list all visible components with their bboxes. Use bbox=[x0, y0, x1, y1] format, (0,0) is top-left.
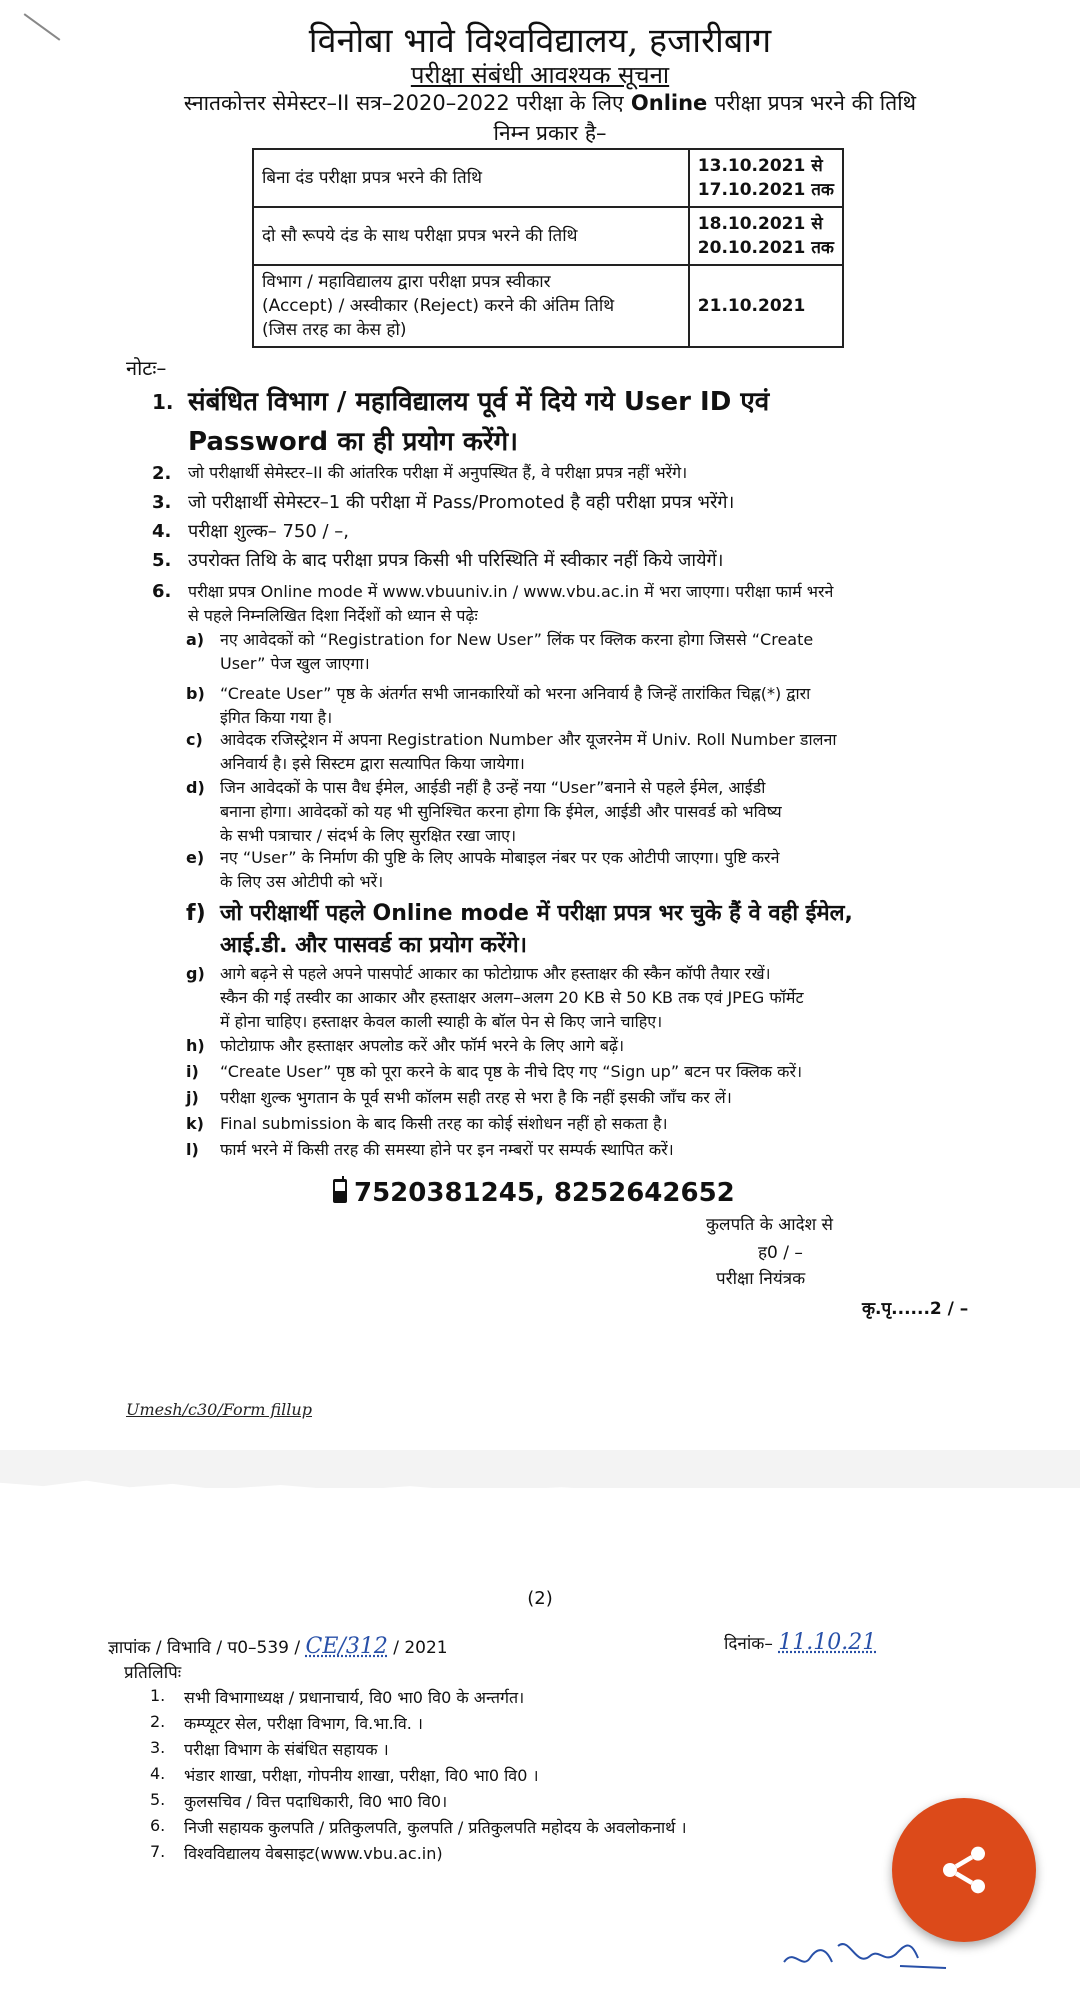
notice-intro: स्नातकोत्तर सेमेस्टर–II सत्र–2020–2022 परीक्षा के लिए Online परीक्षा प्रपत्र भरने की तिथि निम्न प्रकार है– bbox=[183, 91, 917, 145]
list-item: 2. कम्प्यूटर सेल, परीक्षा विभाग, वि.भा.वि. । bbox=[150, 1712, 423, 1733]
list-item: b) “Create User” पृष्ठ के अंतर्गत सभी जानकारियों को भरना अनिवार्य है जिन्हें तारांकित चिह्न(*) द्वारा इंगित किया गया है। bbox=[186, 684, 811, 727]
order-line: कुलपति के आदेश से bbox=[706, 1215, 834, 1235]
list-item: 1. सभी विभागाध्यक्ष / प्रधानाचार्य, वि0 भा0 वि0 के अन्तर्गत। bbox=[150, 1686, 525, 1707]
list-item: g) आगे बढ़ने से पहले अपने पासपोर्ट आकार का फोटोग्राफ और हस्ताक्षर की स्कैन कॉपी तैयार रखें। स्कैन की गई तस्वीर का आकार और हस्ताक्षर अलग–अलग 20 KB से 50 KB तक एवं JPEG फॉर्मेट में होना चाहिए। हस्ताक्षर केवल काली स्याही के बॉल पेन से किए जाने चाहिए। bbox=[186, 964, 804, 1031]
list-item: c) आवेदक रजिस्ट्रेशन में अपना Registration Number और यूजरनेम में Univ. Roll Number डालना अनिवार्य है। इसे सिस्टम द्वारा सत्यापित किया जायेगा। bbox=[186, 730, 837, 773]
page-gap bbox=[0, 1450, 1080, 1488]
list-item: 4. भंडार शाखा, परीक्षा, गोपनीय शाखा, परीक्षा, वि0 भा0 वि0 । bbox=[150, 1764, 539, 1785]
handwritten-memo-ref: CE/312 bbox=[305, 1634, 388, 1659]
table-label: बिना दंड परीक्षा प्रपत्र भरने की तिथि bbox=[253, 149, 689, 207]
table-row bbox=[253, 265, 843, 347]
list-item: k) Final submission के बाद किसी तरह का कोई संशोधन नहीं हो सकता है। bbox=[186, 1114, 668, 1133]
list-item: 5. कुलसचिव / वित्त पदाधिकारी, वि0 भा0 वि0। bbox=[150, 1790, 448, 1811]
memo-date: दिनांक– 11.10.21 bbox=[724, 1630, 877, 1655]
table-row bbox=[253, 149, 843, 207]
list-item: l) फार्म भरने में किसी तरह की समस्या होने पर इन नम्बरों पर सम्पर्क स्थापित करें। bbox=[186, 1140, 674, 1159]
table-value: 18.10.2021 से 20.10.2021 तक bbox=[689, 207, 843, 265]
list-item: h) फोटोग्राफ और हस्ताक्षर अपलोड करें और फॉर्म भरने के लिए आगे बढ़ें। bbox=[186, 1036, 625, 1055]
list-item: 1. संबंधित विभाग / महाविद्यालय पूर्व में दिये गये User ID एवं Password का ही प्रयोग करेंगे। bbox=[152, 387, 770, 457]
list-item: i) “Create User” पृष्ठ को पूरा करने के बाद पृष्ठ के नीचे दिए गए “Sign up” बटन पर क्लिक करें। bbox=[186, 1062, 803, 1081]
signature-mark: ह0 / – bbox=[758, 1243, 803, 1263]
handwritten-date: 11.10.21 bbox=[778, 1630, 877, 1655]
university-title: विनोबा भावे विश्वविद्यालय, हजारीबाग bbox=[308, 21, 772, 61]
list-item: 2. जो परीक्षार्थी सेमेस्टर–II की आंतरिक परीक्षा में अनुपस्थित हैं, वे परीक्षा प्रपत्र नहीं भरेंगे। bbox=[152, 463, 688, 484]
list-item: d) जिन आवेदकों के पास वैध ईमेल, आईडी नहीं है उन्हें नया “User”बनाने से पहले ईमेल, आईडी बनाना होगा। आवेदकों को यह भी सुनिश्चित करना होगा कि ईमेल, आईडी और पासवर्ड को भविष्य के सभी पत्राचार / संदर्भ के लिए सुरक्षित रखा जाए। bbox=[186, 778, 782, 845]
share-button[interactable] bbox=[892, 1798, 1036, 1942]
list-item: e) नए “User” के निर्माण की पुष्टि के लिए आपके मोबाइल नंबर पर एक ओटीपी जाएगा। पुष्टि करने के लिए उस ओटीपी को भरें। bbox=[186, 848, 780, 891]
copy-label: प्रतिलिपिः bbox=[124, 1663, 182, 1683]
table-row bbox=[253, 207, 843, 265]
memo-number: ज्ञापांक / विभावि / प0–539 / CE/312 / 2021 bbox=[108, 1634, 448, 1659]
page-turn-note: कृ.पृ......2 / – bbox=[862, 1299, 969, 1319]
list-item: 5. उपरोक्त तिथि के बाद परीक्षा प्रपत्र किसी भी परिस्थिति में स्वीकार नहीं किये जायेगें। bbox=[152, 550, 724, 571]
list-item: 6. निजी सहायक कुलपति / प्रतिकुलपति, कुलपति / प्रतिकुलपति महोदय के अवलोकनार्थ । bbox=[150, 1816, 687, 1837]
list-item: f) जो परीक्षार्थी पहले Online mode में परीक्षा प्रपत्र भर चुके हैं वे वही ईमेल, आई.डी. और पासवर्ड का प्रयोग करेंगे। bbox=[186, 901, 853, 958]
list-item: 3. परीक्षा विभाग के संबंधित सहायक । bbox=[150, 1738, 389, 1759]
table-label: दो सौ रूपये दंड के साथ परीक्षा प्रपत्र भरने की तिथि bbox=[253, 207, 689, 265]
mobile-phone-icon bbox=[330, 1176, 350, 1204]
list-item: j) परीक्षा शुल्क भुगतान के पूर्व सभी कॉलम सही तरह से भरा है कि नहीं इसकी जाँच कर लें। bbox=[186, 1088, 732, 1107]
table-value: 13.10.2021 से 17.10.2021 तक bbox=[689, 149, 843, 207]
share-icon bbox=[936, 1842, 992, 1898]
table-value: 21.10.2021 bbox=[689, 265, 843, 347]
dates-table bbox=[252, 148, 844, 348]
list-item: a) नए आवेदकों को “Registration for New User” लिंक पर क्लिक करना होगा जिससे “Create User” पेज खुल जाएगा। bbox=[186, 630, 814, 673]
file-reference: Umesh/c30/Form fillup bbox=[126, 1400, 312, 1419]
list-item: 6. परीक्षा प्रपत्र Online mode में www.vbuuniv.in / www.vbu.ac.in में भरा जाएगा। परीक्षा फार्म भरने से पहले निम्नलिखित दिशा निर्देशों को ध्यान से पढ़ेः bbox=[152, 581, 834, 625]
page-number: (2) bbox=[527, 1588, 553, 1609]
controller-designation: परीक्षा नियंत्रक bbox=[716, 1269, 806, 1289]
list-item: 4. परीक्षा शुल्क– 750 / –, bbox=[152, 521, 350, 542]
list-item: 7. विश्वविद्यालय वेबसाइट(www.vbu.ac.in) bbox=[150, 1842, 443, 1863]
notice-subtitle: परीक्षा संबंधी आवश्यक सूचना bbox=[410, 61, 670, 89]
list-item: 3. जो परीक्षार्थी सेमेस्टर–1 की परीक्षा में Pass/Promoted है वही परीक्षा प्रपत्र भरेंगे। bbox=[152, 492, 735, 513]
table-label: विभाग / महाविद्यालय द्वारा परीक्षा प्रपत्र स्वीकार (Accept) / अस्वीकार (Reject) करने की अंतिम तिथि (जिस तरह का केस हो) bbox=[253, 265, 689, 347]
note-label: नोटः– bbox=[126, 356, 167, 380]
contact-numbers: 7520381245, 8252642652 bbox=[330, 1176, 735, 1208]
